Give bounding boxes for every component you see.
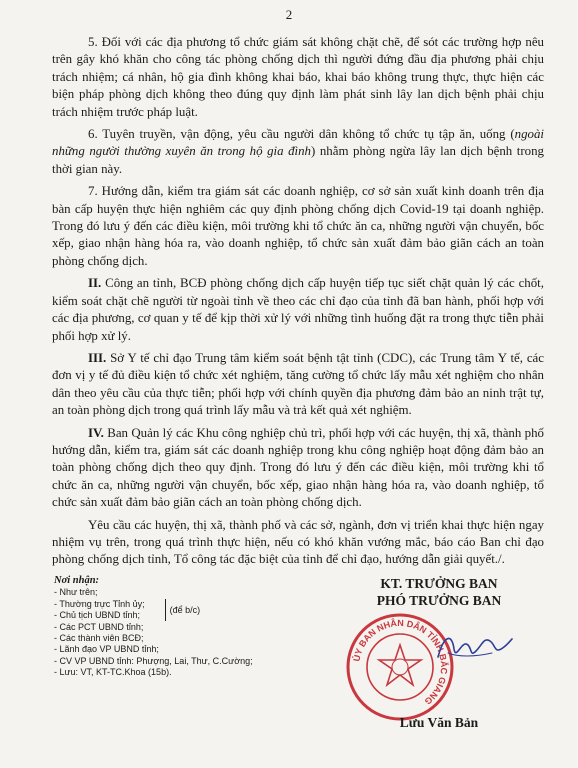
paragraph-text: Công an tỉnh, BCĐ phòng chống dịch cấp huyện tiếp tục siết chặt quản lý các chốt, kiểm soát chặt chẽ người từ ngoài tỉnh về theo các chỉ đạo của tỉnh đã ban hành, phối hợp với các địa phương, cơ quan y tế để kịp thời xử lý với những tình huống đặt ra trong thực tiễn phải phối hợp xử lý. — [52, 276, 544, 343]
recipient-item: - CV VP UBND tỉnh: Phượng, Lai, Thư, C.Cường; — [54, 655, 253, 666]
signature-icon — [434, 627, 514, 667]
recipient-item: - Lưu: VT, KT-TC.Khoa (15b). — [54, 667, 172, 678]
document-body — [52, 34, 544, 574]
section-number: II. — [88, 276, 102, 291]
section-iv — [52, 425, 544, 512]
bracket-mark — [159, 599, 166, 621]
paragraph-5 — [52, 34, 544, 121]
paragraph-text: 7. Hướng dẫn, kiểm tra giám sát các doanh nghiệp, cơ sở sản xuất kinh doanh trên địa bàn cấp huyện thực hiện nghiêm các quy định phòng chống dịch Covid-19 tại doanh nghiệp. Trong đó lưu ý đến các điều kiện, môi trường khi tổ chức ăn ca, những người vận chuyển, bốc xếp, giao nhận hàng hóa ra, vào doanh nghiệp, tổ chức sản xuất đảm bảo giãn cách an toàn phòng chống dịch. — [52, 184, 544, 268]
svg-text:ỦY BAN NHÂN DÂN TỈNH BẮC GIANG: ỦY BAN NHÂN DÂN TỈNH BẮC GIANG — [351, 617, 450, 707]
section-number: IV. — [88, 425, 104, 440]
signer-title-2: PHÓ TRƯỞNG BAN — [376, 593, 502, 608]
closing-paragraph — [52, 517, 544, 569]
recipients-title: Nơi nhận: — [54, 575, 100, 586]
section-number: III. — [88, 350, 107, 365]
recipient-item: - Chủ tịch UBND tỉnh; — [54, 610, 141, 621]
recipient-bracket-group — [54, 599, 314, 622]
recipients-list — [54, 575, 314, 679]
paragraph-6 — [52, 126, 544, 178]
paragraph-7 — [52, 183, 544, 270]
page-number: 2 — [285, 7, 293, 22]
signer-block — [354, 575, 524, 609]
paragraph-italic-text: ngoài những người thường xuyên ăn trong hộ gia đình — [52, 127, 544, 159]
paragraph-text: Ban Quản lý các Khu công nghiệp chủ trì, phối hợp với các huyện, thị xã, thành phố hướng dẫn, kiểm tra, giám sát các doanh nghiệp trong khu công nghiệp hoạt động đảm bảo an toàn phòng chống dịch theo quy định. Trong đó lưu ý đến các điều kiện, môi trường khi tổ chức ăn ca, những người vận chuyển, bốc xếp, giao nhận hàng hóa ra, vào doanh nghiệp, tổ chức sản xuất đảm bảo giãn cách an toàn phòng chống dịch. — [52, 425, 544, 510]
paragraph-text: 6. Tuyên truyền, vận động, yêu cầu người dân không tổ chức tụ tập ăn, uống ( — [88, 127, 515, 142]
paragraph-text: Yêu cầu các huyện, thị xã, thành phố và các sở, ngành, đơn vị triển khai thực hiện ngay nhiệm vụ trên, trong quá trình thực hiện, nếu có khó khăn vướng mắc, báo cáo Ban chỉ đạo phòng chống dịch tỉnh, Tổ công tác đặc biệt của tỉnh để chỉ đạo, hướng dẫn giải quyết./. — [52, 517, 544, 567]
recipient-item: - Các thành viên BCĐ; — [54, 633, 144, 644]
signer-name: Lưu Văn Bản — [399, 715, 479, 730]
recipient-item: - Lãnh đạo VP UBND tỉnh; — [54, 644, 159, 655]
section-iii — [52, 350, 544, 420]
document-footer — [54, 575, 544, 765]
bracket-note: (để b/c) — [169, 604, 201, 615]
signer-title-1: KT. TRƯỞNG BAN — [380, 576, 498, 591]
recipient-item: - Như trên; — [54, 587, 98, 598]
paragraph-text: ) nhằm phòng ngừa lây lan dịch bệnh trong thời gian này. — [52, 144, 545, 176]
recipient-item: - Các PCT UBND tỉnh; — [54, 621, 144, 632]
paragraph-text: 5. Đối với các địa phương tổ chức giám sát không chặt chẽ, để sót các trường hợp nêu trên gây khó khăn cho công tác phòng chống dịch thì người đứng đầu địa phương phải chịu trách nhiệm; cá nhân, hộ gia đình không khai báo, khai báo không trung thực, thực hiện các biện pháp phòng dịch không theo đúng quy định làm phát sinh lây lan dịch bệnh phải chịu trách nhiệm trước pháp luật. — [52, 35, 544, 119]
section-ii — [52, 275, 544, 345]
paragraph-text: Sở Y tế chỉ đạo Trung tâm kiểm soát bệnh tật tỉnh (CDC), các Trung tâm Y tế, các đơn vị y tế đủ điều kiện tổ chức xét nghiệm, tăng cường tổ chức lấy mẫu xét nghiệm cho nhân dân theo yêu cầu của thực tiễn; phối hợp với chính quyền địa phương đảm bảo an ninh trật tự, an toàn phòng dịch trong quá trình lấy mẫu và trả kết quả xét nghiệm. — [52, 350, 544, 418]
recipient-item: - Thường trực Tỉnh ủy; — [54, 598, 145, 609]
